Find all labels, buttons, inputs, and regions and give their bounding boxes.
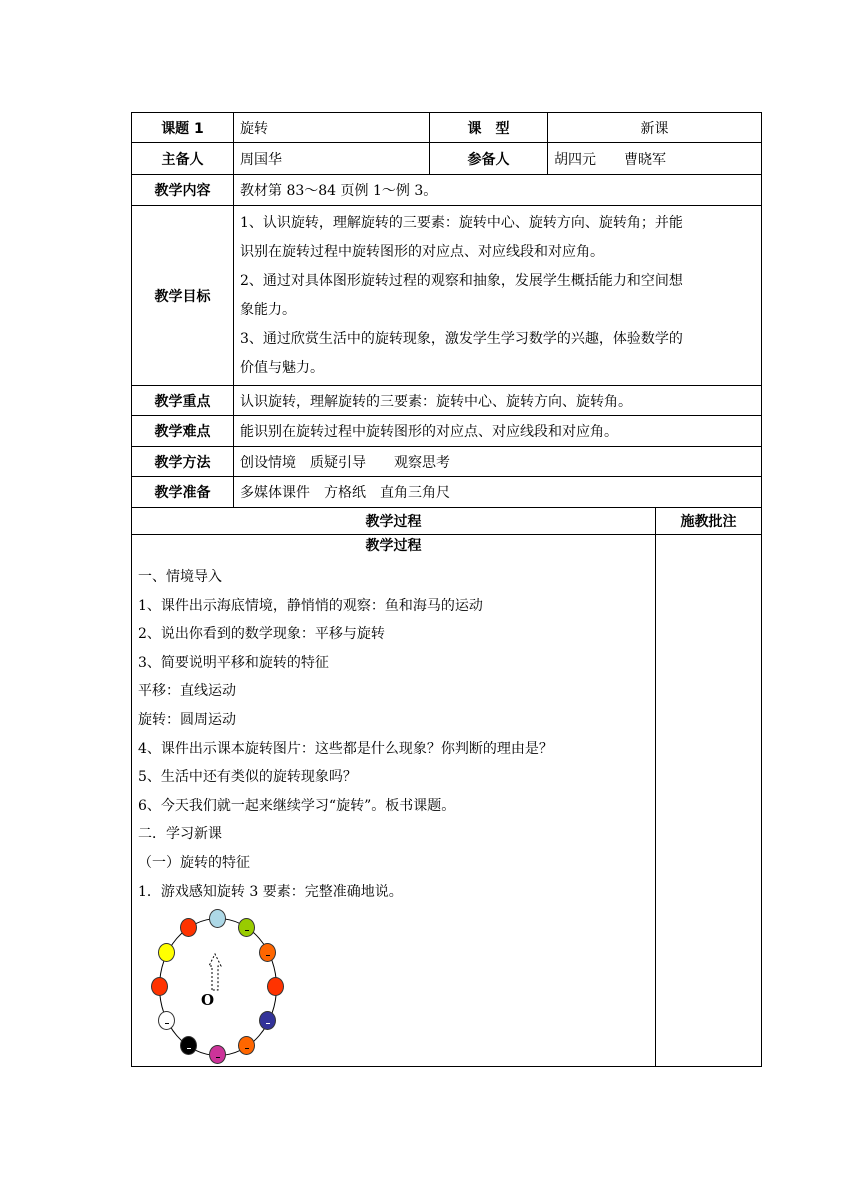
bead-tick-mark: [266, 955, 270, 956]
process-row: [132, 535, 762, 1067]
process-line: 一、情境导入: [138, 569, 222, 585]
bead-tick-mark: [245, 1048, 249, 1049]
process-line: 平移：直线运动: [138, 683, 236, 700]
process-line: 5、生活中还有类似的旋转现象吗？: [138, 769, 357, 786]
co-preparer-value: 胡四元 曹晓军: [548, 143, 762, 175]
colored-bead: [151, 977, 168, 996]
notes-cell: [656, 535, 762, 1067]
notes-column-header: 施教批注: [656, 508, 762, 535]
goal-line: 2、通过对具体图形旋转过程的观察和抽象，发展学生概括能力和空间想: [240, 272, 683, 289]
difficulty-value: 能识别在旋转过程中旋转图形的对应点、对应线段和对应角。: [234, 416, 762, 447]
colored-bead: [209, 1045, 226, 1064]
bead-tick-mark: [266, 1023, 270, 1024]
type-value: 新课: [548, 113, 762, 143]
preparer-row: [132, 143, 762, 175]
colored-bead: [180, 918, 197, 937]
process-line: 1．游戏感知旋转 3 要素：完整准确地说。: [138, 883, 403, 900]
goal-line: 价值与魅力。: [240, 359, 324, 376]
process-line: 6、今天我们就一起来继续学习“旋转”。板书课题。: [138, 797, 456, 814]
process-column-header: 教学过程: [132, 508, 656, 535]
lead-preparer-label: 主备人: [132, 143, 234, 175]
topic-row: [132, 113, 762, 143]
goal-line: 象能力。: [240, 301, 296, 318]
lesson-plan-table: [131, 112, 762, 1067]
colored-bead: [238, 1036, 255, 1055]
process-cell: [132, 535, 656, 1067]
process-line: （一）旋转的特征: [138, 854, 250, 871]
process-line: 2、说出你看到的数学现象：平移与旋转: [138, 626, 385, 643]
type-label: 课 型: [430, 113, 548, 143]
goals-label: 教学目标: [132, 206, 234, 386]
method-row: [132, 447, 762, 477]
goals-row: [132, 206, 762, 386]
lead-preparer-value: 周国华: [234, 143, 430, 175]
colored-bead: [209, 909, 226, 928]
process-line: 旋转：圆周运动: [138, 711, 236, 728]
process-header-row: [132, 508, 762, 535]
rotation-center-label: O: [201, 991, 215, 1010]
colored-bead: [267, 977, 284, 996]
prep-label: 教学准备: [132, 477, 234, 508]
difficulty-label: 教学难点: [132, 416, 234, 447]
process-line: 4、课件出示课本旋转图片：这些都是什么现象？你判断的理由是？: [138, 740, 553, 757]
goal-line: 1、认识旋转，理解旋转的三要素：旋转中心、旋转方向、旋转角；并能: [240, 214, 683, 231]
method-label: 教学方法: [132, 447, 234, 477]
process-line: 1、课件出示海底情境，静悄悄的观察：鱼和海马的运动: [138, 597, 483, 614]
up-arrow-icon: [208, 952, 222, 992]
content-label: 教学内容: [132, 175, 234, 206]
colored-bead: [158, 943, 175, 962]
content-row: [132, 175, 762, 206]
colored-bead: [259, 943, 276, 962]
difficulty-row: [132, 416, 762, 447]
goal-line: 识别在旋转过程中旋转图形的对应点、对应线段和对应角。: [240, 243, 604, 260]
co-preparer-label: 参备人: [430, 143, 548, 175]
topic-label: 课题 1: [132, 113, 234, 143]
topic-value: 旋转: [234, 113, 430, 143]
focus-value: 认识旋转，理解旋转的三要素：旋转中心、旋转方向、旋转角。: [234, 386, 762, 416]
process-line: 3、简要说明平移和旋转的特征: [138, 654, 329, 671]
focus-label: 教学重点: [132, 386, 234, 416]
bead-tick-mark: [187, 1048, 191, 1049]
colored-bead: [158, 1011, 175, 1030]
colored-bead: [238, 918, 255, 937]
content-value: 教材第 83～84 页例 1～例 3。: [234, 175, 762, 206]
colored-bead: [259, 1011, 276, 1030]
focus-row: [132, 386, 762, 416]
bead-tick-mark: [216, 1057, 220, 1058]
prep-value: 多媒体课件 方格纸 直角三角尺: [234, 477, 762, 508]
method-value: 创设情境 质疑引导 观察思考: [234, 447, 762, 477]
process-line: 二．学习新课: [138, 826, 222, 843]
rotation-bead-diagram: [140, 906, 290, 1066]
prep-row: [132, 477, 762, 508]
goals-cell: [234, 206, 762, 386]
process-title: 教学过程: [365, 538, 422, 554]
goal-line: 3、通过欣赏生活中的旋转现象，激发学生学习数学的兴趣，体验数学的: [240, 330, 683, 347]
bead-tick-mark: [165, 1023, 169, 1024]
bead-tick-mark: [245, 930, 249, 931]
colored-bead: [180, 1036, 197, 1055]
